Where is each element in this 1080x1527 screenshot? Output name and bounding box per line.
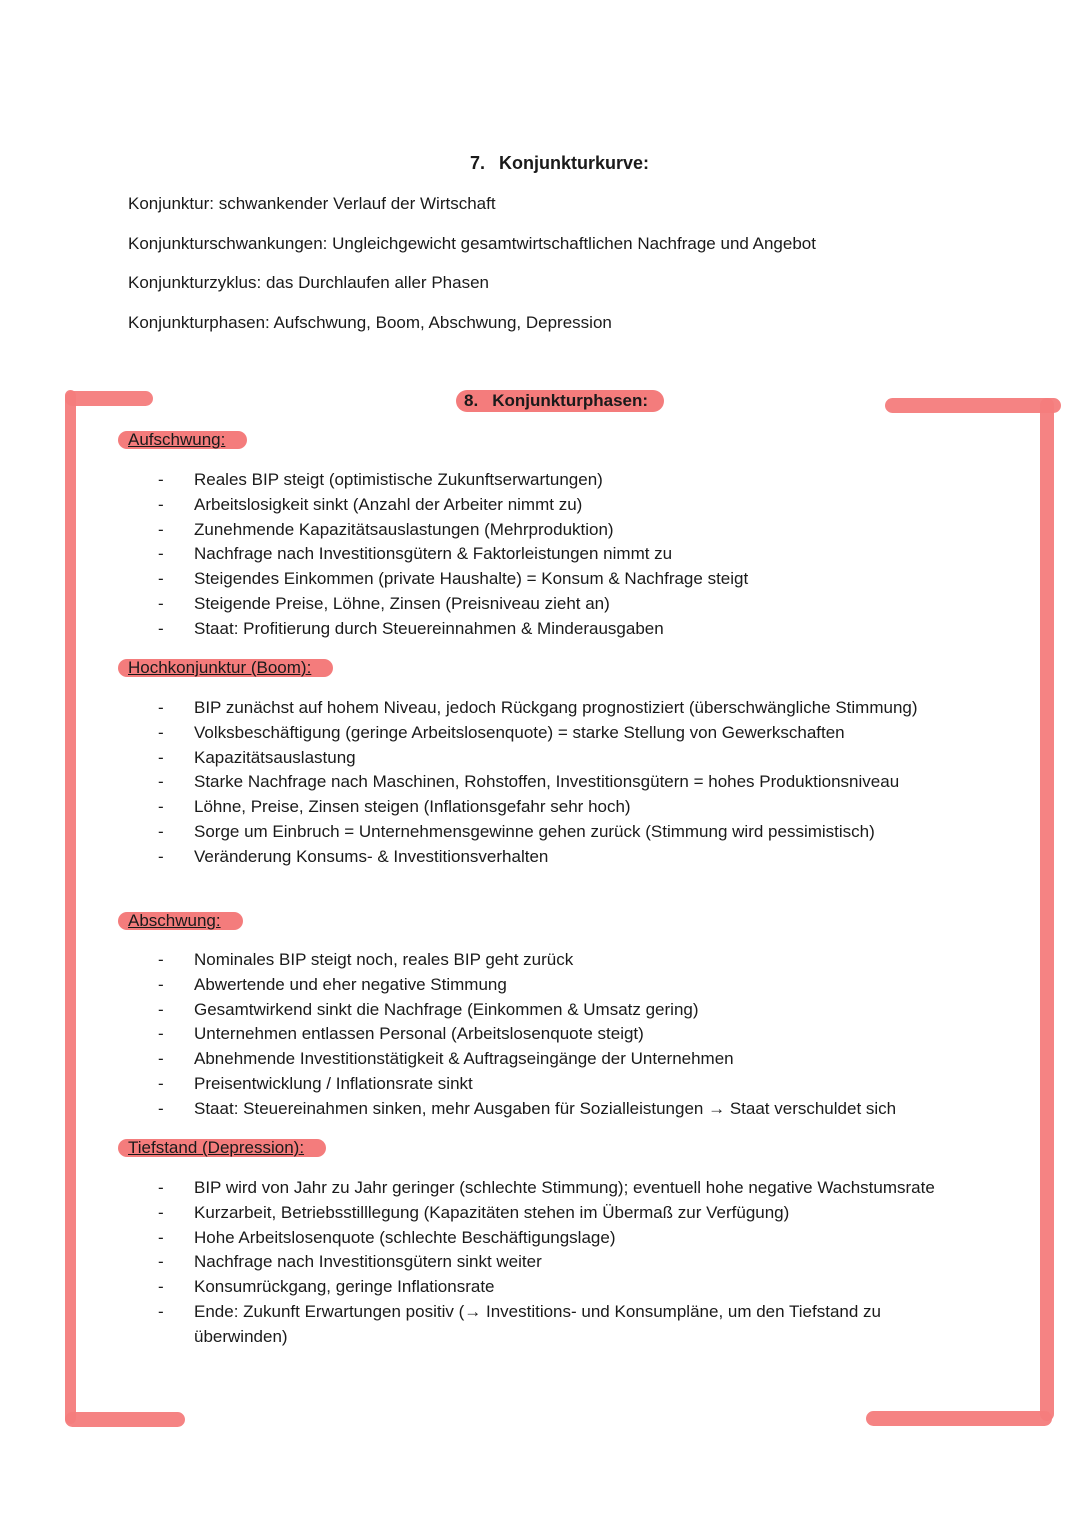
list-item: - Staat: Steuereinahmen sinken, mehr Ausgaben für Sozialleistungen → Staat verschuldet sich <box>158 1097 958 1122</box>
highlight-frame-bottom-left <box>65 1412 185 1427</box>
section-7-number: 7. <box>470 153 486 173</box>
section-7-title: Konjunkturkurve: <box>499 153 650 173</box>
phase-label-aufschwung: Aufschwung: <box>118 431 247 449</box>
list-item: - Abnehmende Investitionstätigkeit & Auftragseingänge der Unternehmen <box>158 1047 958 1072</box>
list-item: - Nominales BIP steigt noch, reales BIP geht zurück <box>158 948 958 973</box>
list-item: - BIP wird von Jahr zu Jahr geringer (schlechte Stimmung); eventuell hohe negative Wachstumsrate <box>158 1176 958 1201</box>
list-item: - Steigende Preise, Löhne, Zinsen (Preisniveau zieht an) <box>158 592 958 617</box>
definition-konjunkturzyklus: Konjunkturzyklus: das Durchlaufen aller Phasen <box>128 273 489 292</box>
highlight-frame-right <box>1040 398 1054 1421</box>
section-7-heading <box>470 153 649 174</box>
list-item: - Nachfrage nach Investitionsgütern sinkt weiter <box>158 1250 958 1275</box>
list-item: - Steigendes Einkommen (private Haushalte) = Konsum & Nachfrage steigt <box>158 567 958 592</box>
list-item: - Gesamtwirkend sinkt die Nachfrage (Einkommen & Umsatz gering) <box>158 998 958 1023</box>
list-item: - Sorge um Einbruch = Unternehmensgewinne gehen zurück (Stimmung wird pessimistisch) <box>158 820 958 845</box>
list-item: - Arbeitslosigkeit sinkt (Anzahl der Arbeiter nimmt zu) <box>158 493 958 518</box>
list-item: - Nachfrage nach Investitionsgütern & Faktorleistungen nimmt zu <box>158 542 958 567</box>
highlight-frame-bottom-right <box>866 1411 1052 1426</box>
list-item: - Hohe Arbeitslosenquote (schlechte Beschäftigungslage) <box>158 1226 958 1251</box>
definition-konjunkturphasen: Konjunkturphasen: Aufschwung, Boom, Abschwung, Depression <box>128 313 612 332</box>
highlight-frame-top-right <box>885 398 1061 413</box>
list-item: - Staat: Profitierung durch Steuereinnahmen & Minderausgaben <box>158 617 958 642</box>
phase-list-abschwung <box>158 948 958 1122</box>
phase-label-abschwung: Abschwung: <box>118 912 243 930</box>
phase-label-tiefstand: Tiefstand (Depression): <box>118 1139 326 1157</box>
list-item: - Kurzarbeit, Betriebsstilllegung (Kapazitäten stehen im Übermaß zur Verfügung) <box>158 1201 958 1226</box>
list-item: - Starke Nachfrage nach Maschinen, Rohstoffen, Investitionsgütern = hohes Produktionsniveau <box>158 770 958 795</box>
list-item: - Löhne, Preise, Zinsen steigen (Inflationsgefahr sehr hoch) <box>158 795 958 820</box>
list-item: - Konsumrückgang, geringe Inflationsrate <box>158 1275 958 1300</box>
highlight-frame-left <box>65 390 76 1424</box>
highlight-frame-top-left <box>65 391 153 406</box>
phase-list-tiefstand <box>158 1176 958 1350</box>
list-item: - Kapazitätsauslastung <box>158 746 958 771</box>
section-8-heading <box>456 390 664 412</box>
list-item: - Preisentwicklung / Inflationsrate sinkt <box>158 1072 958 1097</box>
list-item: - BIP zunächst auf hohem Niveau, jedoch Rückgang prognostiziert (überschwängliche Stimmung) <box>158 696 958 721</box>
phase-list-hochkonjunktur <box>158 696 958 870</box>
section-8-number: 8. <box>464 391 479 410</box>
definition-konjunktur: Konjunktur: schwankender Verlauf der Wirtschaft <box>128 194 496 213</box>
phase-label-hochkonjunktur: Hochkonjunktur (Boom): <box>118 659 333 677</box>
list-item: - Reales BIP steigt (optimistische Zukunftserwartungen) <box>158 468 958 493</box>
definition-konjunkturschwankungen: Konjunkturschwankungen: Ungleichgewicht gesamtwirtschaftlichen Nachfrage und Angebot <box>128 234 816 253</box>
list-item: - Abwertende und eher negative Stimmung <box>158 973 958 998</box>
list-item: - Unternehmen entlassen Personal (Arbeitslosenquote steigt) <box>158 1022 958 1047</box>
list-item: - Zunehmende Kapazitätsauslastungen (Mehrproduktion) <box>158 518 958 543</box>
section-8-title: Konjunkturphasen: <box>492 391 649 410</box>
list-item: - Veränderung Konsums- & Investitionsverhalten <box>158 845 958 870</box>
list-item: - Volksbeschäftigung (geringe Arbeitslosenquote) = starke Stellung von Gewerkschaften <box>158 721 958 746</box>
phase-list-aufschwung <box>158 468 958 642</box>
list-item: - Ende: Zukunft Erwartungen positiv (→ Investitions- und Konsumpläne, um den Tiefstand zu überwinden) <box>158 1300 958 1350</box>
